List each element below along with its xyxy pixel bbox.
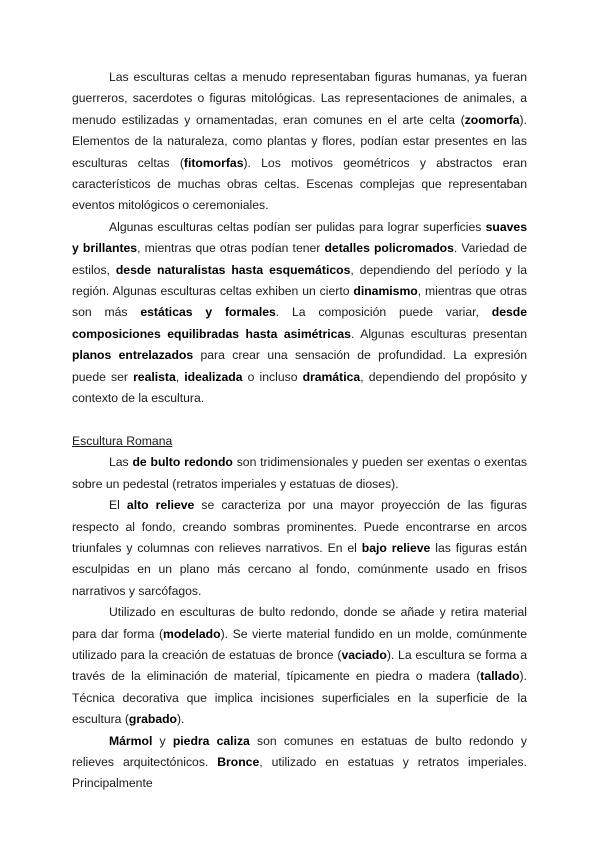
text-run: El [109, 498, 127, 513]
text-run: se caracteriza por una mayor proyección de las figuras respecto al fondo, creando sombras prominentes. Puede encontrarse en arcos triunfales y columnas con relieves narrativos. En el [72, 498, 527, 555]
bold-term: realista [133, 369, 176, 384]
text-run: ). Los motivos geométricos y abstractos eran característicos de muchas obras celtas. Escenas complejas que representaban eventos mitológicos o ceremoniales. [72, 155, 527, 213]
text-run: , utilizado en estatuas y retratos imperiales. Principalmente [72, 754, 527, 791]
text-run: las figuras están esculpidas en un plano más cercano al fondo, comúnmente usado en frisos narrativos y sarcófagos. [72, 540, 527, 598]
bold-term: dinamismo [353, 284, 418, 299]
text-run: , dependiendo del propósito y contexto de la escultura. [72, 369, 528, 406]
text-run: o incluso [242, 369, 303, 384]
text-run: , mientras que otras podían tener [137, 241, 325, 256]
bulto-redondo-paragraph [72, 452, 527, 495]
text-run: , mientras que otras son más [72, 284, 527, 320]
celtic-subjects-paragraph [72, 67, 527, 217]
bold-term: alto relieve [126, 498, 195, 513]
materials-paragraph [72, 731, 527, 795]
bold-term: desde composiciones equilibradas hasta asimétricas [72, 305, 527, 341]
text-run: ). Técnica decorativa que implica incisiones superficiales en la superficie de la escultura ( [72, 669, 527, 727]
techniques-paragraph [72, 602, 527, 730]
text-run: ). Elementos de la naturaleza, como plantas y flores, podían estar presentes en las esculturas celtas ( [72, 112, 527, 170]
bold-term: planos entrelazados [72, 348, 194, 363]
text-run: Algunas esculturas celtas podían ser pulidas para lograr superficies [109, 219, 486, 234]
bold-term: bajo relieve [361, 540, 431, 555]
text-run: ). [176, 712, 185, 727]
text-run: ). La escultura se forma a través de la eliminación de material, típicamente en piedra o madera ( [72, 647, 527, 684]
text-run: . Variedad de estilos, [72, 241, 527, 277]
bold-term: Mármol [109, 733, 153, 748]
text-run: Utilizado en esculturas de bulto redondo, donde se añade y retira material para dar forma ( [72, 605, 527, 641]
bold-term: detalles policromados [324, 241, 454, 256]
text-run: . Algunas esculturas presentan [350, 326, 528, 341]
bold-term: vaciado [341, 647, 387, 662]
bold-term: modelado [163, 626, 221, 641]
text-run: , dependiendo del período y la región. Algunas esculturas celtas exhiben un cierto [72, 262, 528, 299]
relieve-paragraph [72, 495, 527, 602]
bold-term: fitomorfas [183, 155, 244, 170]
text-run: Las esculturas celtas a menudo representaban figuras humanas, ya fueran guerreros, sacerdotes o figuras mitológicas. Las representaciones de animales, a menudo estilizadas y ornamentadas, eran comunes en el arte celta ( [72, 70, 527, 127]
text-run: y [152, 733, 173, 748]
bold-term: dramática [302, 369, 361, 384]
bold-term: zoomorfa [464, 112, 520, 127]
bold-term: desde naturalistas hasta esquemáticos [115, 262, 351, 277]
bold-term: estáticas y formales [140, 305, 276, 320]
text-run: , [175, 369, 185, 384]
text-run: ). Se vierte material fundido en un molde, comúnmente utilizado para la creación de estatuas de bronce ( [72, 626, 527, 662]
bold-term: de bulto redondo [132, 455, 233, 470]
bold-term: grabado [128, 712, 177, 727]
bold-term: piedra caliza [172, 733, 250, 748]
text-run: Las [109, 455, 133, 470]
text-run: son tridimensionales y pueden ser exentas o exentas sobre un pedestal (retratos imperiales y estatuas de dioses). [72, 455, 527, 491]
text-run: . La composición puede variar, [275, 305, 492, 320]
bold-term: suaves y brillantes [72, 219, 527, 256]
bold-term: idealizada [184, 369, 243, 384]
bold-term: tallado [480, 669, 520, 684]
text-run: son comunes en estatuas de bulto redondo y relieves arquitectónicos. [72, 733, 527, 769]
text-run: para crear una sensación de profundidad. La expresión puede ser [72, 348, 528, 384]
section-heading-roman-sculpture: Escultura Romana [72, 433, 173, 448]
bold-term: Bronce [217, 754, 260, 769]
celtic-style-paragraph [72, 217, 527, 410]
document-body [72, 67, 527, 795]
